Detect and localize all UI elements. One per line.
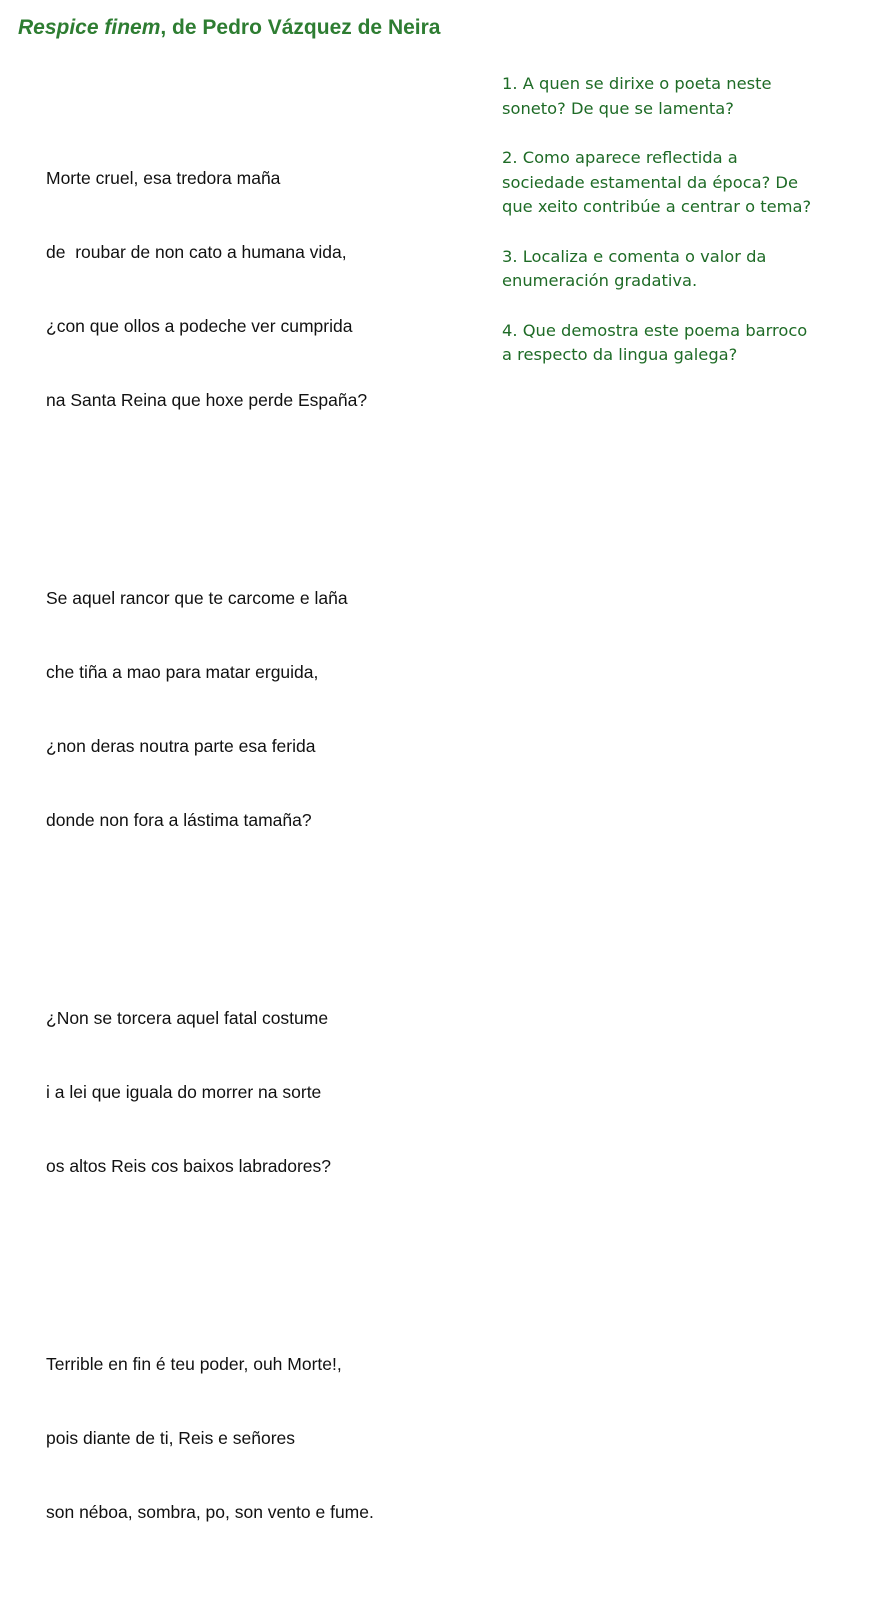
poem-line: che tiña a mao para matar erguida, bbox=[46, 662, 319, 683]
question-line: enumeración gradativa. bbox=[502, 271, 698, 290]
title-author: , de Pedro Vázquez de Neira bbox=[160, 16, 441, 39]
question-line: soneto? De que se lamenta? bbox=[502, 98, 734, 118]
question-line: 4. Que demostra este poema barroco bbox=[502, 320, 808, 340]
poem-stanza-3 bbox=[46, 957, 374, 1229]
poem-line: pois diante de ti, Reis e señores bbox=[46, 1428, 296, 1449]
question-line: que xeito contribúe a centrar o tema? bbox=[502, 197, 812, 216]
question-1 bbox=[502, 72, 862, 121]
question-line: sociedade estamental da época? De bbox=[502, 172, 798, 192]
title-poem-name: Respice finem bbox=[18, 16, 161, 39]
poem-line: na Santa Reina que hoxe perde España? bbox=[46, 390, 368, 411]
page-title bbox=[18, 16, 440, 40]
poem-line: de roubar de non cato a humana vida, bbox=[46, 241, 347, 262]
question-line: a respecto da lingua galega? bbox=[502, 345, 738, 364]
poem-stanza-1 bbox=[46, 116, 374, 462]
poem-line: os altos Reis cos baixos labradores? bbox=[46, 1156, 332, 1177]
poem-line: ¿Non se torcera aquel fatal costume bbox=[46, 1008, 329, 1029]
poem-stanza-4 bbox=[46, 1303, 374, 1575]
poem bbox=[46, 67, 374, 1624]
poem-line: ¿con que ollos a podeche ver cumprida bbox=[46, 316, 353, 336]
question-line: 3. Localiza e comenta o valor da bbox=[502, 246, 767, 266]
question-2 bbox=[502, 146, 862, 220]
question-line: 2. Como aparece reflectida a bbox=[502, 148, 738, 167]
question-3 bbox=[502, 245, 862, 294]
poem-line: i a lei que iguala do morrer na sorte bbox=[46, 1082, 322, 1103]
poem-line: Se aquel rancor que te carcome e laña bbox=[46, 588, 348, 608]
questions-list bbox=[502, 72, 862, 393]
question-4 bbox=[502, 319, 862, 368]
poem-line: ¿non deras noutra parte esa ferida bbox=[46, 736, 316, 757]
poem-line: donde non fora a lástima tamaña? bbox=[46, 810, 312, 831]
poem-line: Morte cruel, esa tredora maña bbox=[46, 167, 281, 188]
poem-stanza-2 bbox=[46, 537, 374, 883]
poem-line: Terrible en fin é teu poder, ouh Morte!, bbox=[46, 1354, 342, 1375]
question-line: 1. A quen se dirixe o poeta neste bbox=[502, 74, 772, 93]
poem-line: son néboa, sombra, po, son vento e fume. bbox=[46, 1502, 374, 1523]
